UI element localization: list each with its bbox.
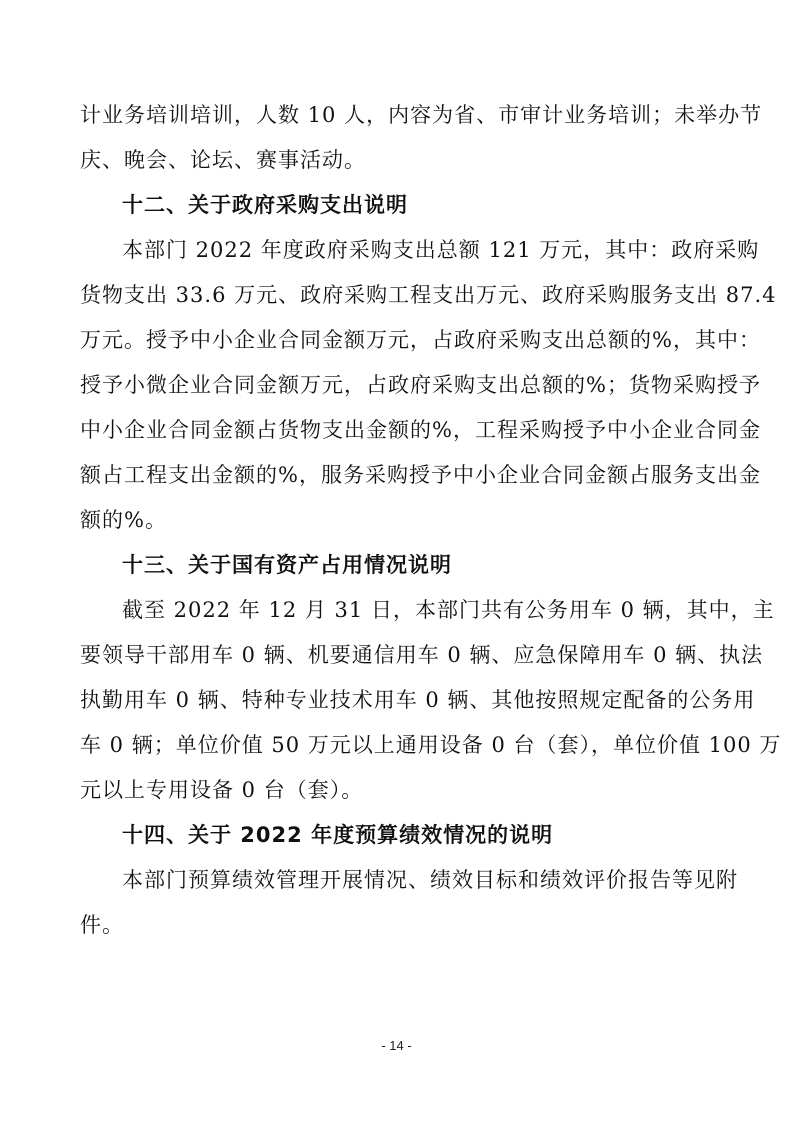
section-heading-13: 十三、关于国有资产占用情况说明 bbox=[122, 553, 452, 577]
section-heading-12: 十二、关于政府采购支出说明 bbox=[122, 193, 408, 217]
paragraph-line: 执勤用车 0 辆、特种专业技术用车 0 辆、其他按照规定配备的公务用 bbox=[80, 688, 756, 712]
section-heading-14: 十四、关于 2022 年度预算绩效情况的说明 bbox=[122, 823, 554, 847]
paragraph-line: 要领导干部用车 0 辆、机要通信用车 0 辆、应急保障用车 0 辆、执法 bbox=[80, 643, 764, 667]
paragraph-line: 额的%。 bbox=[80, 508, 167, 532]
paragraph-line: 计业务培训培训，人数 10 人，内容为省、市审计业务培训；未举办节 bbox=[80, 103, 763, 127]
paragraph-line: 本部门预算绩效管理开展情况、绩效目标和绩效评价报告等见附 bbox=[122, 868, 738, 892]
paragraph-line: 车 0 辆；单位价值 50 万元以上通用设备 0 台（套），单位价值 100 万 bbox=[80, 733, 782, 757]
paragraph-line: 截至 2022 年 12 月 31 日，本部门共有公务用车 0 辆，其中，主 bbox=[122, 598, 775, 622]
paragraph-line: 元以上专用设备 0 台（套）。 bbox=[80, 778, 364, 802]
page-number: - 14 - bbox=[381, 1038, 412, 1053]
paragraph-line: 中小企业合同金额占货物支出金额的%，工程采购授予中小企业合同金 bbox=[80, 418, 761, 442]
paragraph-line: 件。 bbox=[80, 913, 124, 937]
paragraph-line: 万元。授予中小企业合同金额万元，占政府采购支出总额的%，其中： bbox=[80, 328, 761, 352]
paragraph-line: 货物支出 33.6 万元、政府采购工程支出万元、政府采购服务支出 87.4 bbox=[80, 283, 777, 307]
paragraph-line: 本部门 2022 年度政府采购支出总额 121 万元，其中：政府采购 bbox=[122, 238, 760, 262]
paragraph-line: 额占工程支出金额的%，服务采购授予中小企业合同金额占服务支出金 bbox=[80, 463, 761, 487]
paragraph-line: 庆、晚会、论坛、赛事活动。 bbox=[80, 148, 366, 172]
paragraph-line: 授予小微企业合同金额万元，占政府采购支出总额的%；货物采购授予 bbox=[80, 373, 761, 397]
